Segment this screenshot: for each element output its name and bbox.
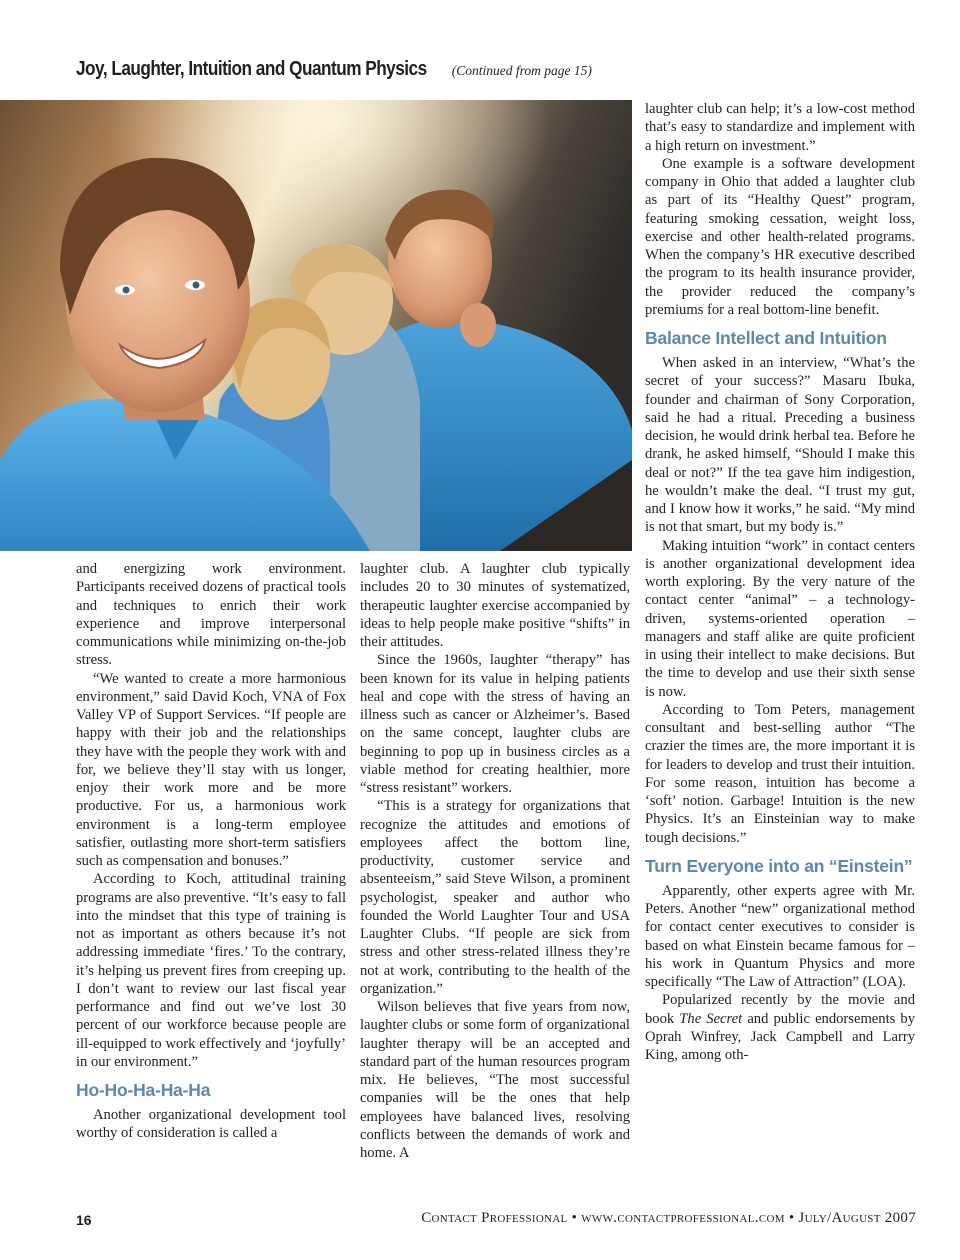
book-title: The Secret bbox=[679, 1010, 743, 1027]
paragraph: When asked in an interview, “What’s the secret of your success?” Masaru Ibuka, founder and chairman of Sony Corporation, said he had a ritual. Preceding a business decision, he would drink herbal tea. Before he drank, he asked himself, “Should I make this deal or not?” If the tea gave him indigestion, he wouldn’t make the deal. “I trust my gut, and I know how it works,” he said. “My mind is not that smart, but my body is.” bbox=[645, 355, 915, 536]
section-heading: Turn Everyone into an “Einstein” bbox=[645, 855, 913, 876]
column-1 bbox=[76, 560, 346, 1143]
column-3 bbox=[645, 100, 915, 1064]
article-photo bbox=[0, 100, 632, 551]
section-heading: Balance Intellect and Intuition bbox=[645, 328, 887, 348]
paragraph: laughter club. A laughter club typically includes 20 to 30 minutes of systematized, therapeutic laughter exercise accompanied by ideas to help people make positive “shifts” in their attitudes. bbox=[360, 561, 630, 650]
paragraph: laughter club can help; it’s a low-cost method that’s easy to standardize and implement with a high return on investment.” bbox=[645, 101, 915, 154]
paragraph: Wilson believes that five years from now, laughter clubs or some form of organizational laughter therapy will be an accepted and standard part of the human resources program mix. He believes, “The most successful companies will be the ones that help employees have balanced lives, resolving conflicts between the demands of work and home. A bbox=[360, 999, 630, 1161]
article-title: Joy, Laughter, Intuition and Quantum Physics bbox=[76, 58, 427, 80]
photo-illustration bbox=[0, 100, 632, 551]
continued-note: (Continued from page 15) bbox=[451, 63, 592, 78]
column-2 bbox=[360, 560, 630, 1162]
paragraph: “We wanted to create a more harmonious environment,” said David Koch, VNA of Fox Valley VP of Support Services. “If people are happy with their job and the relationships they have with the people they work with and for, we believe they’ll stay with us longer, enjoy their work more and be more productive. For us, a harmonious work environment is a long-term employee satisfier, outlasting more short-term satisfiers such as compensation and bonuses.” bbox=[76, 670, 346, 869]
paragraph bbox=[645, 991, 915, 1064]
text-run: Popularized recently by the movie and book bbox=[645, 992, 915, 1027]
paragraph: and energizing work environment. Participants received dozens of practical tools and techniques to enrich their work experience and improve interpersonal communications while minimizing on-the-job stress. bbox=[76, 561, 346, 669]
paragraph: Another organizational development tool worthy of consideration is called a bbox=[76, 1107, 346, 1142]
text-run: and public endorsements by Oprah Winfrey, Jack Campbell and Larry King, among oth- bbox=[645, 1010, 916, 1063]
paragraph: Making intuition “work” in contact centers is another organizational development idea worth exploring. By the very nature of the contact center “animal” – a technology-driven, systems-oriented operation – managers and staff alike are quite proficient in using their intellect to make decisions. But the time to develop and use their sixth sense is now. bbox=[645, 537, 915, 700]
paragraph: “This is a strategy for organizations that recognize the attitudes and emotions of employees affect the bottom line, productivity, customer service and absenteeism,” said Steve Wilson, a prominent psychologist, speaker and author who founded the World Laughter Tour and USA Laughter Clubs. “If people are sick from stress and other stress-related illness they’re not at work, contributing to the health of the organization.” bbox=[360, 798, 630, 997]
paragraph: According to Tom Peters, management consultant and best-selling author “The crazier the times are, the more important it is for leaders to develop and trust their intuition. For some reason, intuition has become a ‘soft’ notion. Garbage! Intuition is the new Physics. It’s an Einsteinian way to make tough decisions.” bbox=[645, 701, 915, 846]
footer-publication: Contact Professional • www.contactprofessional.com • July/August 2007 bbox=[421, 1210, 916, 1226]
paragraph: Apparently, other experts agree with Mr. Peters. Another “new” organizational method for contact center executives to consider is based on what Einstein became famous for – his work in Quantum Physics and more specifically “The Law of Attraction” (LOA). bbox=[645, 882, 915, 990]
paragraph: According to Koch, attitudinal training programs are also preventive. “It’s easy to fall into the mindset that this type of training is not as important as others because it’s not addressing immediate ‘fires.’ To the contrary, it’s helping us prevent fires from creeping up. I don’t want to review our last fiscal year performance and find out we’ve lost 30 percent of our workforce because people are ill-equipped to work effectively and ‘joyfully’ in our environment.” bbox=[76, 871, 346, 1070]
paragraph: One example is a software development company in Ohio that added a laughter club as part of its “Healthy Quest” program, featuring smoking cessation, weight loss, exercise and other health-related programs. When the company’s HR executive described the program to its health insurance provider, the provider reduced the company’s premiums for a real bottom-line benefit. bbox=[645, 155, 915, 318]
paragraph: Since the 1960s, laughter “therapy” has been known for its value in helping patients heal and cope with the stress of having an illness such as cancer or Alzheimer’s. Based on the same concept, laughter clubs are beginning to pop up in business circles as a viable method for creating healthier, more “stress resistant” workers. bbox=[360, 652, 630, 796]
page-header bbox=[76, 58, 916, 81]
page-number: 16 bbox=[76, 1212, 92, 1228]
section-heading: Ho-Ho-Ha-Ha-Ha bbox=[76, 1080, 211, 1100]
